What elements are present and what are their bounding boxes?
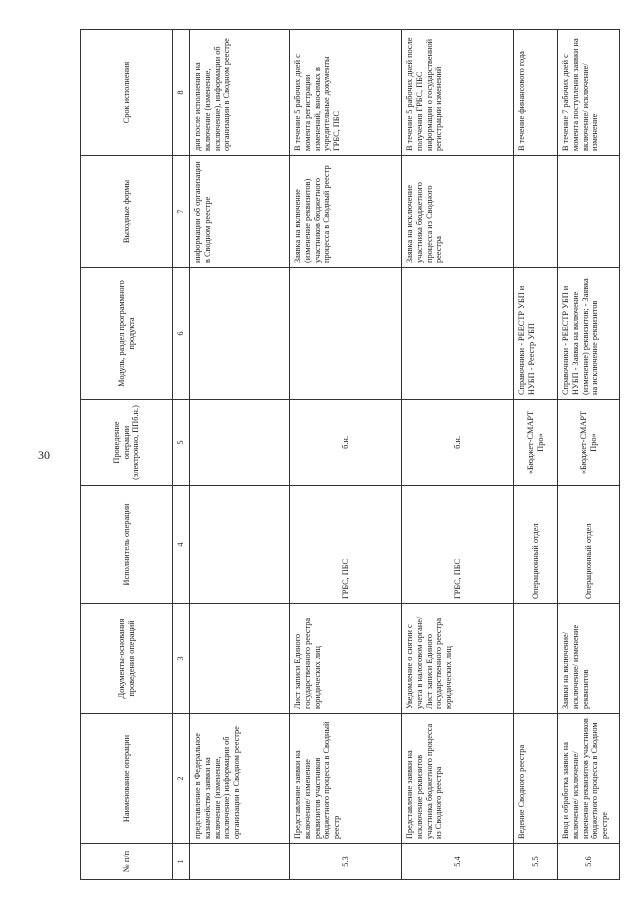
row-module: [402, 268, 514, 400]
row-docs: [514, 604, 558, 714]
row-module: Справочники - РЕЕСТР УБП и НУБП - Реестр УБП: [514, 268, 558, 400]
row-num: 5.5: [514, 844, 558, 880]
row-module: [290, 268, 402, 400]
row-mode: «Бюджет-СМАРТ Про»: [558, 400, 620, 486]
column-number: 8: [173, 30, 190, 156]
row-docs: Заявки на включение/ исключение/ изменение реквизитов: [558, 604, 620, 714]
row-deadline: В течение финансового года: [514, 30, 558, 156]
header-num: № п/п: [81, 844, 173, 880]
column-number: 7: [173, 156, 190, 268]
row-num: 5.6: [558, 844, 620, 880]
header-docs: Документы-основания проведения операций: [81, 604, 173, 714]
row-output: информации об организации в Сводном реестре: [190, 156, 290, 268]
header-mode: Проведение операции (электронно, ППб.н.): [81, 400, 173, 486]
row-docs: Уведомление о снятии с учета в налоговом органе/ Лист записи Единого государственного реестра юридических лиц: [402, 604, 514, 714]
header-executor: Исполнитель операции: [81, 486, 173, 604]
header-deadline: Срок исполнения: [81, 30, 173, 156]
table-row: [558, 30, 620, 880]
row-executor: [190, 486, 290, 604]
row-num: 5.4: [402, 844, 514, 880]
row-output: Заявка на исключение участника бюджетного процесса из Сводного реестра: [402, 156, 514, 268]
row-docs: Лист записи Единого государственного реестра юридических лиц: [290, 604, 402, 714]
column-number: 3: [173, 604, 190, 714]
row-mode: [190, 400, 290, 486]
row-mode: б.н.: [290, 400, 402, 486]
column-number: 5: [173, 400, 190, 486]
column-number-row: [173, 30, 190, 880]
row-name: представление в Федеральное казначейство заявки на включение (изменение, исключение) информации об организации в Сводном реестре: [190, 714, 290, 844]
row-module: Справочники - РЕЕСТР УБП и НУБП - Заявка на включение (изменение) реквизитов; - Заявка на исключение реквизитов: [558, 268, 620, 400]
rotated-table-container: [80, 30, 620, 880]
row-name: Ведение Сводного реестра: [514, 714, 558, 844]
table-row: [290, 30, 402, 880]
header-name: Наименование операции: [81, 714, 173, 844]
row-name: Представление заявки на включение/ изменение реквизитов участников бюджетного процесса в Сводный реестр: [290, 714, 402, 844]
row-output: [558, 156, 620, 268]
row-executor: Операционный отдел: [514, 486, 558, 604]
column-number: 1: [173, 844, 190, 880]
operations-table: [80, 29, 620, 880]
row-name: Ввод и обработка заявок на включение/ исключение/ изменение реквизитов участников бюджетного процесса в Сводном реестре: [558, 714, 620, 844]
table-row: [190, 30, 290, 880]
row-num: 5.3: [290, 844, 402, 880]
page-number: 30: [38, 448, 50, 462]
table-row: [402, 30, 514, 880]
row-executor: ГРБС, ПБС: [290, 486, 402, 604]
row-output: [514, 156, 558, 268]
row-output: Заявка на включение (изменение реквизитов) участников бюджетного процесса в Сводный реестр: [290, 156, 402, 268]
row-deadline: В течение 7 рабочих дней с момента поступления заявки на включение/ исключение/ изменение: [558, 30, 620, 156]
row-deadline: В течение 5 рабочих дней после получения ГРБС, ПБС информации о государственной регистрации изменений: [402, 30, 514, 156]
row-docs: [190, 604, 290, 714]
table-row: [514, 30, 558, 880]
row-mode: б.н.: [402, 400, 514, 486]
header-output: Выходные формы: [81, 156, 173, 268]
column-number: 4: [173, 486, 190, 604]
row-name: Представление заявки на исключение реквизитов участника бюджетного процесса из Сводного реестра: [402, 714, 514, 844]
column-number: 6: [173, 268, 190, 400]
row-num: [190, 844, 290, 880]
row-executor: Операционный отдел: [558, 486, 620, 604]
row-deadline: В течение 5 рабочих дней с момента регистрации изменений, вносимых в учредительные документы ГРБС, ПБС: [290, 30, 402, 156]
row-mode: «Бюджет-СМАРТ Про»: [514, 400, 558, 486]
row-executor: ГРБС, ПБС: [402, 486, 514, 604]
header-module: Модуль, раздел программного продукта: [81, 268, 173, 400]
row-deadline: дня после исполнения на включение (изменение, исключение), информации об организации в Сводном реестре: [190, 30, 290, 156]
row-module: [190, 268, 290, 400]
header-row: [81, 30, 173, 880]
column-number: 2: [173, 714, 190, 844]
